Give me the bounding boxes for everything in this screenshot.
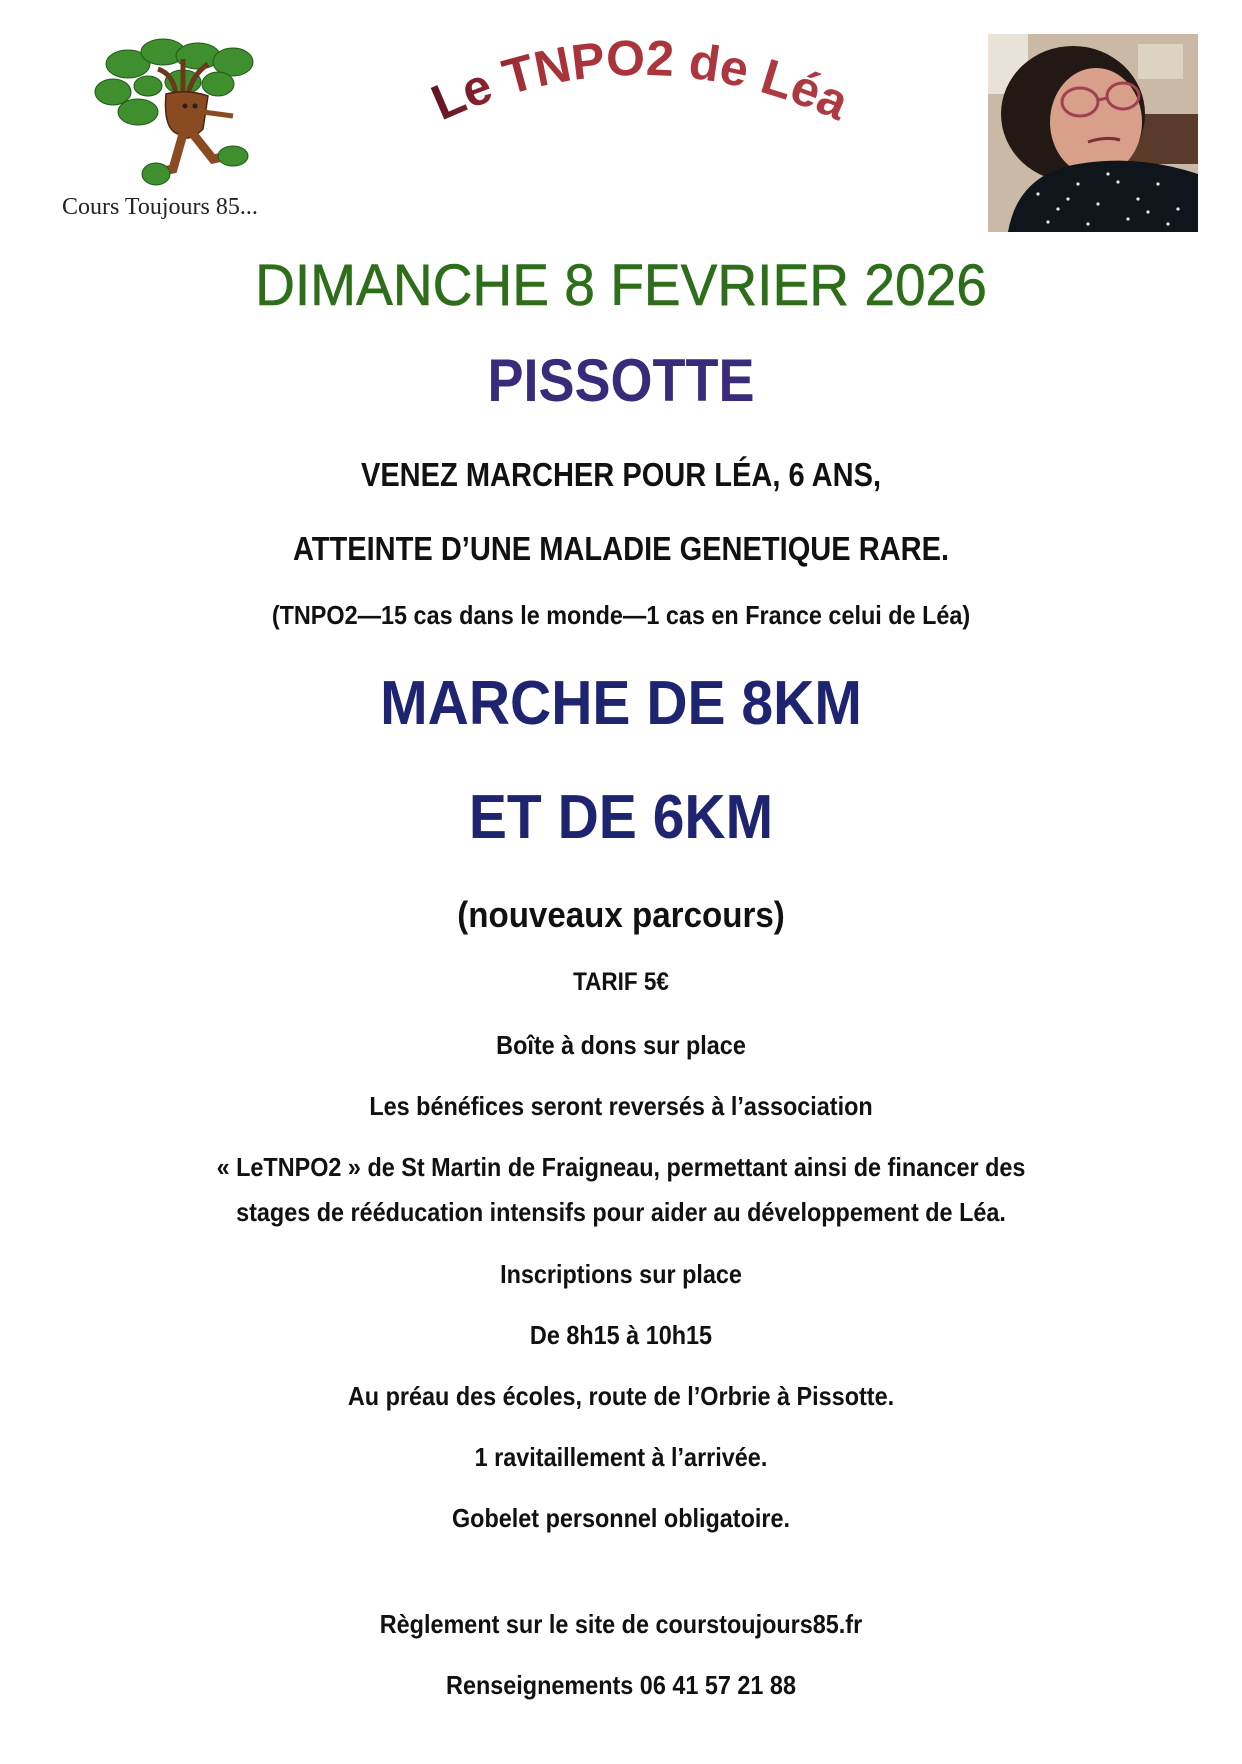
association-info-2: stages de rééducation intensifs pour aider au développement de Léa. [236, 1197, 1006, 1227]
svg-text:Le TNPO2 de Léa [423, 30, 857, 131]
association-info-1: « LeTNPO2 » de St Martin de Fraigneau, permettant ainsi de financer des [216, 1152, 1026, 1182]
contact-phone: Renseignements 06 41 57 21 88 [446, 1670, 796, 1700]
event-date: DIMANCHE 8 FEVRIER 2026 [255, 253, 987, 318]
refreshment-info: 1 ravitaillement à l’arrivée. [474, 1442, 768, 1472]
donation-box-info: Boîte à dons sur place [496, 1030, 746, 1060]
event-place: PISSOTTE [487, 347, 755, 414]
rules-website: Règlement sur le site de courstoujours85.fr [379, 1609, 863, 1639]
walk-distance-6km: ET DE 6KM [468, 783, 774, 852]
appeal-line-1: VENEZ MARCHER POUR LÉA, 6 ANS, [360, 456, 882, 493]
price-info: TARIF 5€ [573, 968, 669, 996]
proceeds-info: Les bénéfices seront reversés à l’association [369, 1091, 873, 1121]
running-oak-tree-icon [88, 34, 268, 194]
child-photo [988, 34, 1198, 232]
logo-caption: Cours Toujours 85... [62, 194, 258, 220]
event-title-text: Le TNPO2 de Léa [423, 30, 857, 131]
club-logo [58, 34, 308, 234]
appeal-line-2: ATTEINTE D’UNE MALADIE GENETIQUE RARE. [292, 530, 950, 567]
meeting-location: Au préau des écoles, route de l’Orbrie à Pissotte. [347, 1381, 895, 1411]
registration-hours: De 8h15 à 10h15 [529, 1320, 713, 1350]
registration-info: Inscriptions sur place [500, 1259, 742, 1289]
cup-requirement: Gobelet personnel obligatoire. [451, 1503, 791, 1533]
routes-note: (nouveaux parcours) [457, 894, 785, 935]
event-title [350, 30, 930, 180]
appeal-note: (TNPO2—15 cas dans le monde—1 cas en France celui de Léa) [271, 600, 971, 630]
walk-distance-8km: MARCHE DE 8KM [380, 669, 862, 738]
